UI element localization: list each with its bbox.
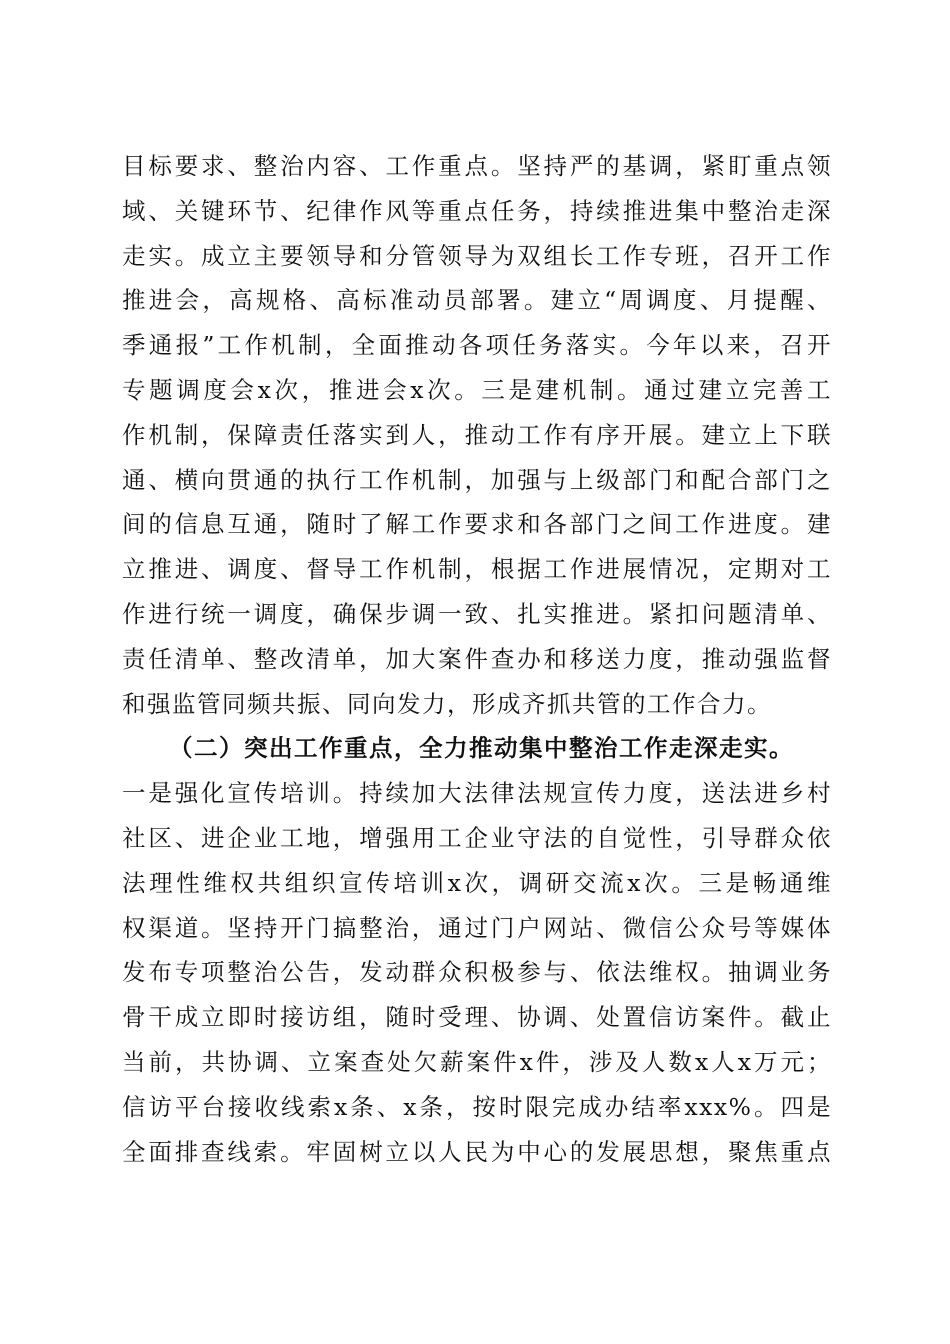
text-line: 全面排查线索。牢固树立以人民为中心的发展思想，聚焦重点 <box>122 1137 832 1166</box>
text-line: 信访平台接收线索x条、x条，按时限完成办结率xxx%。四是 <box>122 1092 832 1121</box>
text-line: 推进会，高规格、高标准动员部署。建立“周调度、月提醒、 <box>122 286 832 315</box>
text-line: 一是强化宣传培训。持续加大法律法规宣传力度，送法进乡村 <box>122 779 832 808</box>
text-line: 作机制，保障责任落实到人，推动工作有序开展。建立上下联 <box>122 420 832 449</box>
text-line: 域、关键环节、纪律作风等重点任务，持续推进集中整治走深 <box>122 196 832 225</box>
text-line: 权渠道。坚持开门搞整治，通过门户网站、微信公众号等媒体 <box>122 913 832 942</box>
text-line: 发布专项整治公告，发动群众积极参与、依法维权。抽调业务 <box>122 958 832 987</box>
text-line: 通、横向贯通的执行工作机制，加强与上级部门和配合部门之 <box>122 465 832 494</box>
text-line: 专题调度会x次，推进会x次。三是建机制。通过建立完善工 <box>122 375 832 404</box>
text-line: 法理性维权共组织宣传培训x次，调研交流x次。三是畅通维 <box>122 868 832 897</box>
text-line: 走实。成立主要领导和分管领导为双组长工作专班，召开工作 <box>122 241 832 270</box>
text-line: 骨干成立即时接访组，随时受理、协调、处置信访案件。截止 <box>122 1003 832 1032</box>
body-text <box>122 144 832 1174</box>
text-line: 社区、进企业工地，增强用工企业守法的自觉性，引导群众依 <box>122 823 832 852</box>
text-line: 当前，共协调、立案查处欠薪案件x件，涉及人数x人x万元； <box>122 1047 832 1076</box>
text-line: 间的信息互通，随时了解工作要求和各部门之间工作进度。建 <box>122 510 832 539</box>
text-line: 责任清单、整改清单，加大案件查办和移送力度，推动强监督 <box>122 644 832 673</box>
section-heading: （二）突出工作重点，全力推动集中整治工作走深走实。 <box>169 734 794 763</box>
text-line: 作进行统一调度，确保步调一致、扎实推进。紧扣问题清单、 <box>122 599 832 628</box>
text-line: 立推进、调度、督导工作机制，根据工作进展情况，定期对工 <box>122 555 832 584</box>
text-line: 和强监管同频共振、同向发力，形成齐抓共管的工作合力。 <box>122 689 772 718</box>
text-line: 季通报”工作机制，全面推动各项任务落实。今年以来，召开 <box>122 331 832 360</box>
text-line: 目标要求、整治内容、工作重点。坚持严的基调，紧盯重点领 <box>122 152 832 180</box>
